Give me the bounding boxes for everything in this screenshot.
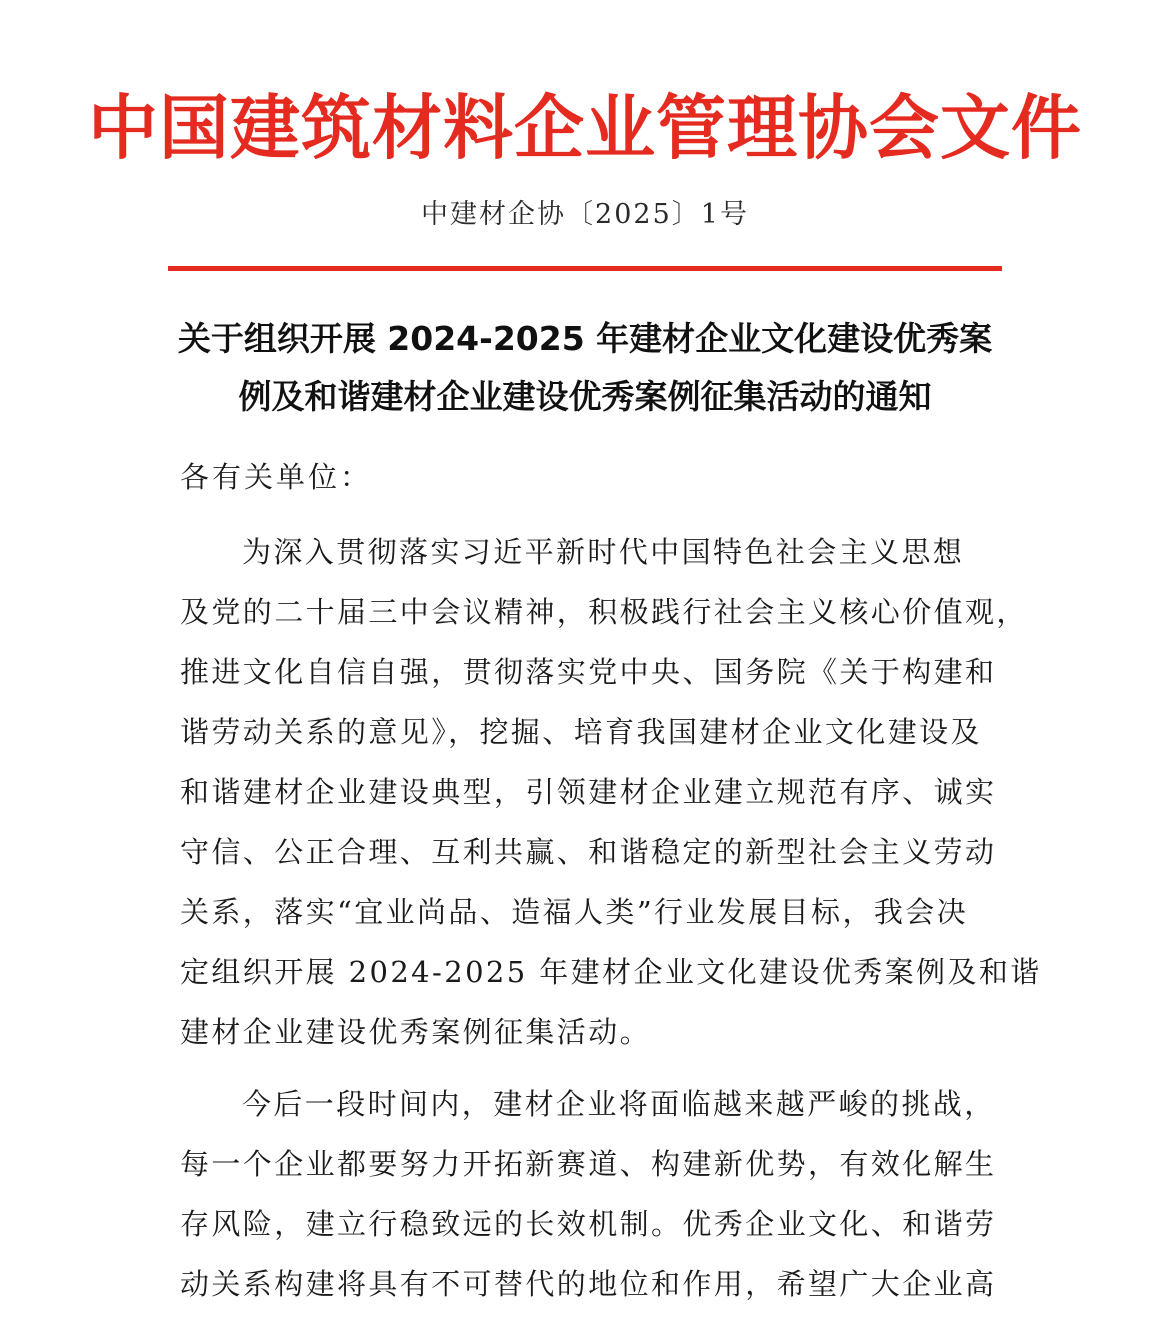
notice-title	[150, 310, 1020, 426]
text-line: 守信、公正合理、互利共赢、和谐稳定的新型社会主义劳动	[180, 835, 997, 869]
notice-title-line-2: 例及和谐建材企业建设优秀案例征集活动的通知	[238, 377, 932, 416]
document-number: 中建材企协〔2025〕1号	[421, 199, 749, 230]
text-line: 建材企业建设优秀案例征集活动。	[180, 1015, 652, 1049]
agency-title: 中国建筑材料企业管理协会文件	[88, 87, 1082, 169]
text-line: 存风险，建立行稳致远的长效机制。优秀企业文化、和谐劳	[180, 1207, 997, 1241]
text-line: 今后一段时间内，建材企业将面临越来越严峻的挑战，	[242, 1087, 996, 1121]
text-line: 关系，落实“宜业尚品、造福人类”行业发展目标，我会决	[180, 895, 969, 929]
red-divider-line	[168, 266, 1002, 271]
text-line: 每一个企业都要努力开拓新赛道、构建新优势，有效化解生	[180, 1147, 997, 1181]
text-line: 推进文化自信自强，贯彻落实党中央、国务院《关于构建和	[180, 655, 997, 689]
text-line: 为深入贯彻落实习近平新时代中国特色社会主义思想	[242, 535, 965, 569]
text-line: 谐劳动关系的意见》，挖掘、培育我国建材企业文化建设及	[180, 715, 982, 749]
salutation: 各有关单位：	[180, 460, 373, 494]
body-paragraph-1	[180, 522, 1042, 1062]
body-paragraph-2	[180, 1074, 997, 1314]
text-line: 动关系构建将具有不可替代的地位和作用，希望广大企业高	[180, 1267, 997, 1301]
text-line: 定组织开展 2024-2025 年建材企业文化建设优秀案例及和谐	[180, 955, 1042, 989]
text-line: 和谐建材企业建设典型，引领建材企业建立规范有序、诚实	[180, 775, 997, 809]
notice-title-line-1: 关于组织开展 2024-2025 年建材企业文化建设优秀案	[177, 319, 993, 358]
text-line: 及党的二十届三中会议精神，积极践行社会主义核心价值观，	[180, 595, 1028, 629]
